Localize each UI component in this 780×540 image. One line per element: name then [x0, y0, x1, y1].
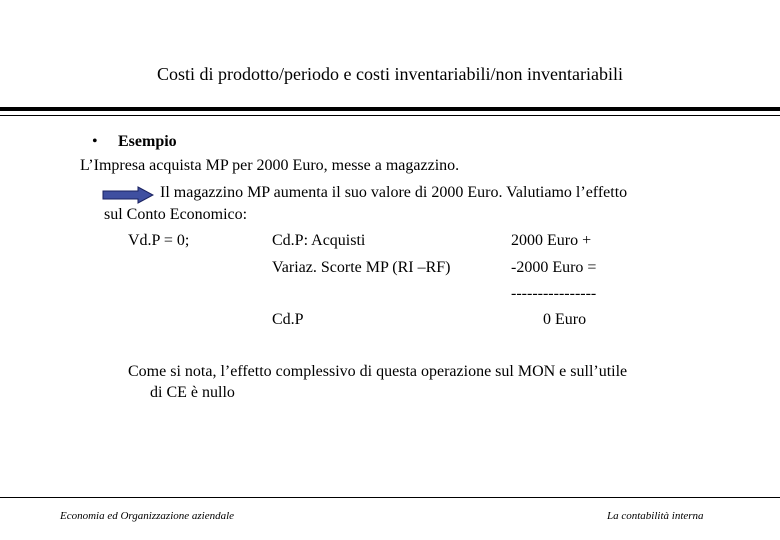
footer-section-name: La contabilità interna	[607, 510, 704, 522]
example-line-2: Il magazzino MP aumenta il suo valore di 2000 Euro. Valutiamo l’effetto	[160, 184, 628, 201]
variazione-scorte-label: Variaz. Scorte MP (RI –RF)	[272, 259, 451, 276]
cdp-acquisti-label: Cd.P: Acquisti	[272, 232, 366, 249]
vdp-label: Vd.P = 0;	[128, 232, 190, 249]
example-line-1: L’Impresa acquista MP per 2000 Euro, messe a magazzino.	[80, 157, 460, 174]
total-separator: ----------------	[511, 285, 597, 302]
cdp-total-label: Cd.P	[272, 311, 304, 328]
note-line-2: di CE è nullo	[150, 384, 235, 401]
right-arrow-icon	[102, 186, 154, 204]
page-title: Costi di prodotto/periodo e costi inventariabili/non inventariabili	[157, 64, 623, 84]
example-heading: Esempio	[118, 133, 177, 150]
title-rule-thin	[0, 115, 780, 116]
example-line-3: sul Conto Economico:	[104, 206, 248, 223]
bullet-dot: •	[92, 133, 98, 150]
note-line-1: Come si nota, l’effetto complessivo di questa operazione sul MON e sull’utile	[128, 363, 628, 380]
footer-course-name: Economia ed Organizzazione aziendale	[60, 510, 235, 522]
acquisti-value: 2000 Euro +	[511, 232, 592, 249]
title-rule-thick	[0, 107, 780, 111]
total-value: 0 Euro	[543, 311, 587, 328]
variazione-value: -2000 Euro =	[511, 259, 597, 276]
footer-rule	[0, 497, 780, 498]
